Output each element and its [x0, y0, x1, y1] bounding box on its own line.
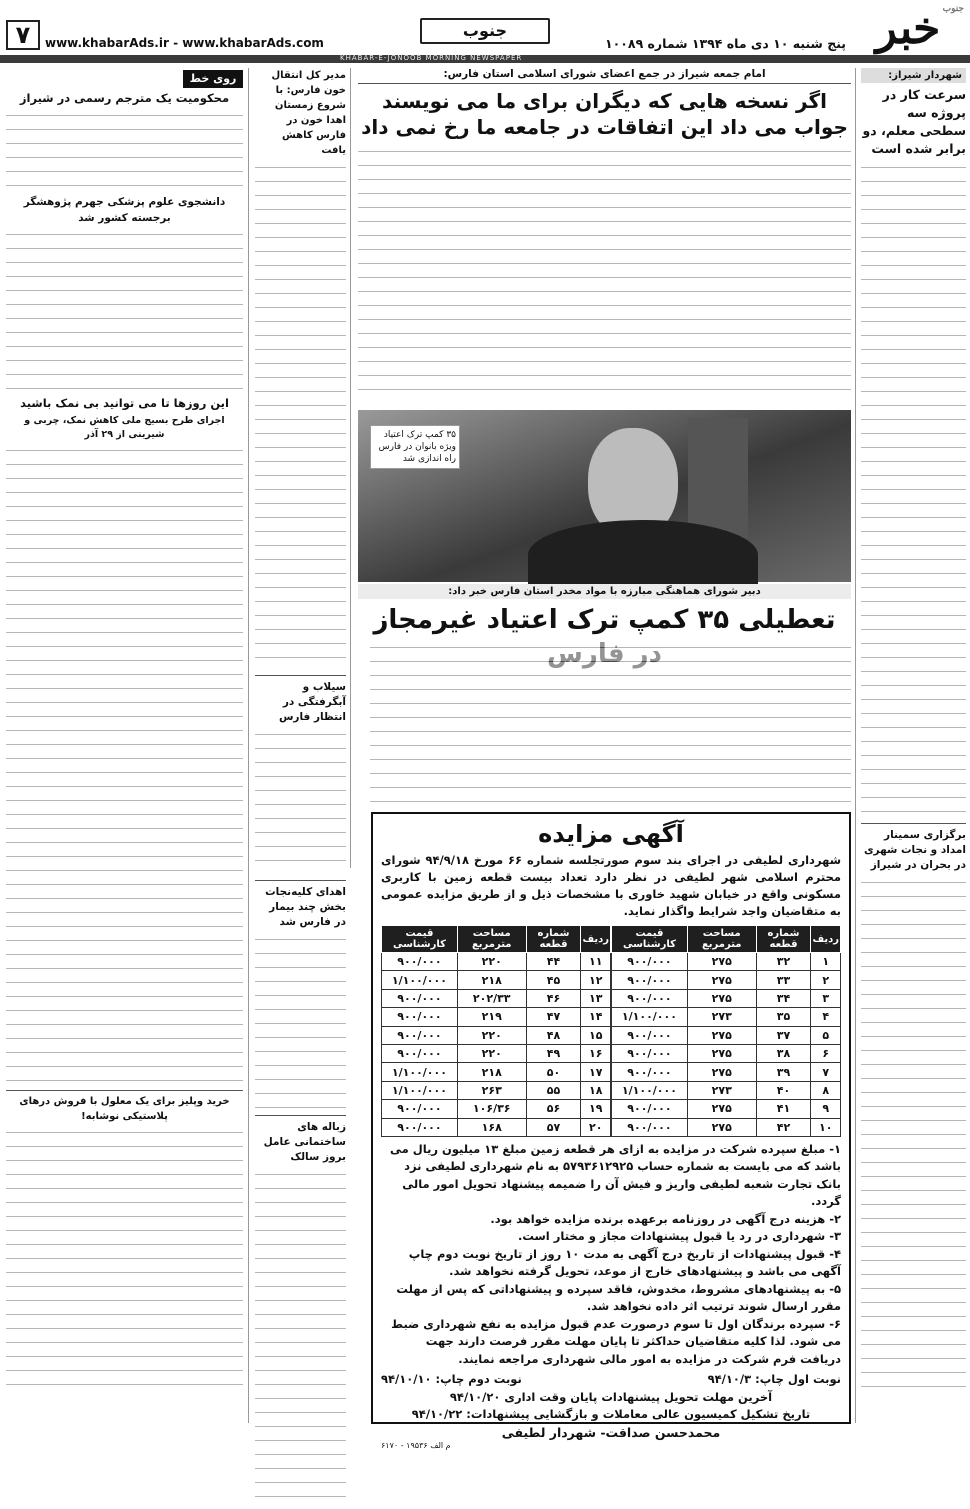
ad-table-cell: ۱۱ — [581, 953, 611, 971]
left-headline-3: این روزها تا می توانید بی نمک باشید — [20, 396, 229, 410]
ad-table-cell: ۱/۱۰۰/۰۰۰ — [382, 1063, 458, 1081]
ad-table-row — [612, 1044, 841, 1062]
ad-table-cell: ۱۶۸ — [457, 1118, 526, 1136]
ad-table-row — [382, 1100, 611, 1118]
page-number: ۷ — [6, 20, 40, 50]
ad-table-cell: ۵۷ — [526, 1118, 581, 1136]
ad-table-cell: ۴۹ — [526, 1044, 581, 1062]
ad-table-cell: ۹۰۰/۰۰۰ — [382, 1044, 458, 1062]
ad-table-row — [382, 1118, 611, 1136]
header-band — [0, 55, 970, 63]
mid-headline-4: زباله های ساختمانی عامل بروز سالک — [255, 1115, 346, 1165]
ad-table-cell: ۲۰ — [581, 1118, 611, 1136]
section-title: جنوب — [420, 18, 550, 44]
ad-table-cell: ۲۲۰ — [457, 1026, 526, 1044]
left-subhead-3: اجرای طرح بسیج ملی کاهش نمک، چربی و شیرینی از ۲۹ آذر — [24, 415, 225, 440]
photo-pull-quote: ۳۵ کمپ ترک اعتیاد ویژه بانوان در فارس راه اندازی شد — [370, 425, 460, 469]
mid-body-1 — [255, 162, 346, 667]
ad-table-cell: ۱۷ — [581, 1063, 611, 1081]
ad-table-row — [612, 1081, 841, 1099]
ad-table-cell: ۲۷۵ — [687, 1026, 756, 1044]
ad-table-right — [611, 925, 841, 1137]
ad-table-cell: ۹۰۰/۰۰۰ — [612, 1118, 688, 1136]
ad-table-cell: ۲۷۵ — [687, 989, 756, 1007]
left-body-1 — [6, 110, 243, 188]
ad-condition: ۲- هزینه درج آگهی در روزنامه برعهده برنده مزایده خواهد بود. — [490, 1211, 841, 1226]
ad-table-cell: ۹۰۰/۰۰۰ — [382, 1008, 458, 1026]
ad-table-cell: ۱۳ — [581, 989, 611, 1007]
ad-table-cell: ۳۸ — [756, 1044, 811, 1062]
ad-table-cell: ۴۸ — [526, 1026, 581, 1044]
mid-body-2 — [255, 729, 346, 874]
ad-table-cell: ۹۰۰/۰۰۰ — [382, 953, 458, 971]
ad-table-cell: ۴۵ — [526, 971, 581, 989]
photo-caption: دبیر شورای هماهنگی مبارزه با مواد مخدر استان فارس خبر داد: — [358, 584, 851, 599]
ad-column-header: قیمت کارشناسی — [382, 926, 458, 953]
ad-table-cell: ۱۸ — [581, 1081, 611, 1099]
ad-print-1: نوبت اول چاپ: ۹۴/۱۰/۳ — [707, 1372, 841, 1387]
left-headline-4: خرید وپلیز برای یک معلول با فروش درهای پلاستیکی نوشابه! — [6, 1090, 243, 1124]
left-column — [6, 68, 243, 1423]
ad-table-cell: ۹۰۰/۰۰۰ — [612, 1063, 688, 1081]
left-body-4 — [6, 1127, 243, 1392]
ad-table-cell: ۳۵ — [756, 1008, 811, 1026]
mid-column — [255, 68, 346, 1423]
ad-table-cell: ۲۱۸ — [457, 1063, 526, 1081]
main-pretitle: امام جمعه شیراز در جمع اعضای شورای اسلامی استان فارس: — [358, 68, 851, 84]
left-headline-2: دانشجوی علوم پزشکی جهرم پژوهشگر برجسته کشور شد — [23, 196, 226, 224]
ad-table-row — [382, 953, 611, 971]
masthead-title: خبر — [875, 3, 941, 54]
ad-table-cell: ۹۰۰/۰۰۰ — [382, 1118, 458, 1136]
right-subheadline: برگزاری سمینار امداد و نجات شهری در بحران در شیراز — [861, 823, 966, 873]
ad-condition: ۶- سپرده برندگان اول تا سوم درصورت عدم قبول مزایده به نفع شهرداری ضبط می شود. لذا کلیه متقاضیان حداکثر تا پایان مهلت مقرر فرصت دارند جهت دریافت فرم شرکت در مزایده به امور مالی شهرداری مراجعه نمایند. — [391, 1316, 841, 1366]
ad-table-row — [382, 1063, 611, 1081]
ad-table-cell: ۱/۱۰۰/۰۰۰ — [612, 1081, 688, 1099]
ad-table-row — [382, 1081, 611, 1099]
ad-table-cell: ۳۹ — [756, 1063, 811, 1081]
ad-print-2: نوبت دوم چاپ: ۹۴/۱۰/۱۰ — [381, 1372, 522, 1387]
ad-table-cell: ۲۱۸ — [457, 971, 526, 989]
ad-deadline: آخرین مهلت تحویل پیشنهادات پایان وقت اداری ۹۴/۱۰/۲۰ — [449, 1389, 773, 1404]
ad-table-cell: ۲۷۳ — [687, 1081, 756, 1099]
right-column — [861, 68, 966, 1423]
ad-table-cell: ۲۷۵ — [687, 1063, 756, 1081]
ad-table-cell: ۳۳ — [756, 971, 811, 989]
right-article-body — [861, 162, 966, 817]
ad-table-row — [382, 971, 611, 989]
ad-table-cell: ۲۱۹ — [457, 1008, 526, 1026]
mid-headline-2: سیلاب و آبگرفتگی در انتظار فارس — [255, 675, 346, 725]
ad-table-cell: ۲۷۵ — [687, 1118, 756, 1136]
ad-table-cell: ۲۷۵ — [687, 953, 756, 971]
ad-column-header: مساحت مترمربع — [457, 926, 526, 953]
ad-table-cell: ۱۶ — [581, 1044, 611, 1062]
ad-tables — [381, 925, 841, 1137]
ad-table-cell: ۷ — [811, 1063, 841, 1081]
story2-body — [370, 642, 851, 807]
ad-table-cell: ۸ — [811, 1081, 841, 1099]
right-article-body-2 — [861, 877, 966, 1397]
ad-table-cell: ۵۰ — [526, 1063, 581, 1081]
ad-intro: شهرداری لطیفی در اجرای بند سوم صورتجلسه شماره ۶۶ مورخ ۹۴/۹/۱۸ شورای محترم اسلامی شهر لطیفی در نظر دارد تعداد بیست قطعه زمین با کاربری مسکونی واقع در خیابان شهید خاوری با مشخصات ذیل و از طریق مزایده عمومی به متقاضیان واجد شرایط واگذار نماید. — [381, 853, 842, 918]
ad-title: آگهی مزایده — [538, 820, 684, 848]
ad-table-cell: ۹۰۰/۰۰۰ — [612, 989, 688, 1007]
ad-table-cell: ۵۶ — [526, 1100, 581, 1118]
ad-table-cell: ۴۶ — [526, 989, 581, 1007]
ad-table-cell: ۹۰۰/۰۰۰ — [612, 1044, 688, 1062]
ad-condition: ۳- شهرداری در رد یا قبول پیشنهادات مجاز و مختار است. — [517, 1229, 841, 1244]
ad-table-cell: ۳۷ — [756, 1026, 811, 1044]
ad-table-cell: ۵ — [811, 1026, 841, 1044]
ad-condition: ۵- به پیشنهادهای مشروط، مخدوش، فاقد سپرده و پیشنهاداتی که پس از مهلت مقرر ارسال شوند ترتیب اثر داده نخواهد شد. — [396, 1281, 841, 1314]
ad-table-cell: ۲ — [811, 971, 841, 989]
main-article-body — [358, 146, 851, 391]
ad-table-cell: ۲۷۵ — [687, 1044, 756, 1062]
ad-table-cell: ۹۰۰/۰۰۰ — [612, 1026, 688, 1044]
ad-commission: تاریخ تشکیل کمیسیون عالی معاملات و بازگشایی پیشنهادات: ۹۴/۱۰/۲۲ — [411, 1407, 811, 1422]
ad-conditions — [381, 1141, 841, 1369]
ad-table-cell: ۶ — [811, 1044, 841, 1062]
ad-table-cell: ۲۲۰ — [457, 1044, 526, 1062]
ad-table-row — [382, 1008, 611, 1026]
ad-table-cell: ۱۰ — [811, 1118, 841, 1136]
masthead-logo — [854, 4, 962, 54]
ad-table-cell: ۲۷۳ — [687, 1008, 756, 1026]
ad-table-row — [612, 1100, 841, 1118]
ad-condition: ۱- مبلغ سپرده شرکت در مزایده به ازای هر قطعه زمین مبلغ ۱۳ میلیون ریال می باشد که می بایست به شماره حساب ۵۷۹۳۶۱۲۹۲۵ به نام شهرداری لطیفی نزد بانک تجارت شعبه لطیفی واریز و فیش آن را ضمیمه پیشنهاد تحویل امور مالی گردد. — [390, 1141, 841, 1209]
ad-table-cell: ۹۰۰/۰۰۰ — [382, 1100, 458, 1118]
masthead-sub: جنوب — [942, 4, 964, 14]
ad-column-header: ردیف — [581, 926, 611, 953]
mid-headline-3: اهدای کلیه‌نجات بخش چند بیمار در فارس شد — [255, 880, 346, 930]
mid-body-3 — [255, 934, 346, 1109]
ad-table-cell: ۹۰۰/۰۰۰ — [382, 1026, 458, 1044]
page-header — [0, 0, 970, 60]
ad-table-cell: ۴۴ — [526, 953, 581, 971]
ad-table-cell: ۳ — [811, 989, 841, 1007]
ad-table-row — [612, 1008, 841, 1026]
ad-table-cell: ۲۶۳ — [457, 1081, 526, 1099]
mid-headline-1: مدیر کل انتقال خون فارس: با شروع زمستان اهدا خون در فارس کاهش یافت — [271, 70, 346, 156]
ad-table-cell: ۱۵ — [581, 1026, 611, 1044]
ad-table-cell: ۱۹ — [581, 1100, 611, 1118]
column-badge: روی خط — [183, 70, 243, 88]
ad-column-header: ردیف — [811, 926, 841, 953]
ad-table-row — [612, 971, 841, 989]
main-headline: اگر نسخه هایی که دیگران برای ما می نویسند جواب می داد این اتفاقات در جامعه ما رخ نمی داد — [361, 89, 848, 139]
ad-table-cell: ۵۵ — [526, 1081, 581, 1099]
ad-table-row — [382, 989, 611, 1007]
ad-table-left — [381, 925, 611, 1137]
ad-table-cell: ۲۷۵ — [687, 1100, 756, 1118]
ad-table-row — [612, 1026, 841, 1044]
ad-column-header: مساحت مترمربع — [687, 926, 756, 953]
ad-table-row — [612, 953, 841, 971]
auction-ad — [371, 812, 851, 1451]
band-text: KHABAR-E-JONOOB MORNING NEWSPAPER — [340, 54, 523, 62]
right-headline: سرعت کار در پروژه سه سطحی معلم، دو برابر شده است — [862, 87, 966, 156]
ad-table-cell: ۲۷۵ — [687, 971, 756, 989]
ad-table-cell: ۲۰۲/۳۳ — [457, 989, 526, 1007]
ad-table-cell: ۴۱ — [756, 1100, 811, 1118]
ad-table-cell: ۳۴ — [756, 989, 811, 1007]
mid-body-4 — [255, 1169, 346, 1509]
ad-table-cell: ۴۲ — [756, 1118, 811, 1136]
ad-code: م الف ۱۹۵۳۶ - ۶۱۷۰ — [381, 1441, 451, 1451]
ad-table-cell: ۱۰۶/۳۶ — [457, 1100, 526, 1118]
ad-table-cell: ۱/۱۰۰/۰۰۰ — [612, 1008, 688, 1026]
ad-column-header: شماره قطعه — [756, 926, 811, 953]
ad-table-row — [382, 1026, 611, 1044]
ad-table-row — [612, 1063, 841, 1081]
ad-table-cell: ۱/۱۰۰/۰۰۰ — [382, 971, 458, 989]
ad-table-row — [382, 1044, 611, 1062]
ad-table-cell: ۹ — [811, 1100, 841, 1118]
left-body-3 — [6, 445, 243, 1085]
ad-table-cell: ۱/۱۰۰/۰۰۰ — [382, 1081, 458, 1099]
ad-table-cell: ۹۰۰/۰۰۰ — [612, 1100, 688, 1118]
left-body-2 — [6, 229, 243, 389]
ad-table-cell: ۲۲۰ — [457, 953, 526, 971]
ad-table-cell: ۱۲ — [581, 971, 611, 989]
ad-condition: ۴- قبول پیشنهادات از تاریخ درج آگهی به مدت ۱۰ روز از تاریخ نوبت دوم چاپ آگهی می باشد و پیشنهادهای خارج از موعد، تحویل گرفته نخواهد شد. — [408, 1246, 841, 1279]
ad-column-header: قیمت کارشناسی — [612, 926, 688, 953]
ad-table-cell: ۴۷ — [526, 1008, 581, 1026]
left-headline-1: محکومیت یک مترجم رسمی در شیراز — [19, 91, 230, 105]
ad-table-cell: ۹۰۰/۰۰۰ — [382, 989, 458, 1007]
ad-table-cell: ۱ — [811, 953, 841, 971]
story2-headline: تعطیلی ۳۵ کمپ ترک اعتیاد غیرمجاز — [373, 605, 836, 635]
ad-table-row — [612, 1118, 841, 1136]
website-url[interactable]: www.khabarAds.ir - www.khabarAds.com — [45, 36, 324, 50]
ad-table-cell: ۱۴ — [581, 1008, 611, 1026]
ad-table-cell: ۴۰ — [756, 1081, 811, 1099]
ad-table-cell: ۹۰۰/۰۰۰ — [612, 971, 688, 989]
ad-table-cell: ۳۲ — [756, 953, 811, 971]
ad-signature: محمدحسن صداقت- شهردار لطیفی — [501, 1424, 721, 1440]
ad-table-cell: ۹۰۰/۰۰۰ — [612, 953, 688, 971]
ad-column-header: شماره قطعه — [526, 926, 581, 953]
ad-table-row — [612, 989, 841, 1007]
issue-line: پنج شنبه ۱۰ دی ماه ۱۳۹۴ شماره ۱۰۰۸۹ — [605, 36, 846, 51]
ad-table-cell: ۴ — [811, 1008, 841, 1026]
right-kicker: شهردار شیراز: — [861, 68, 966, 83]
